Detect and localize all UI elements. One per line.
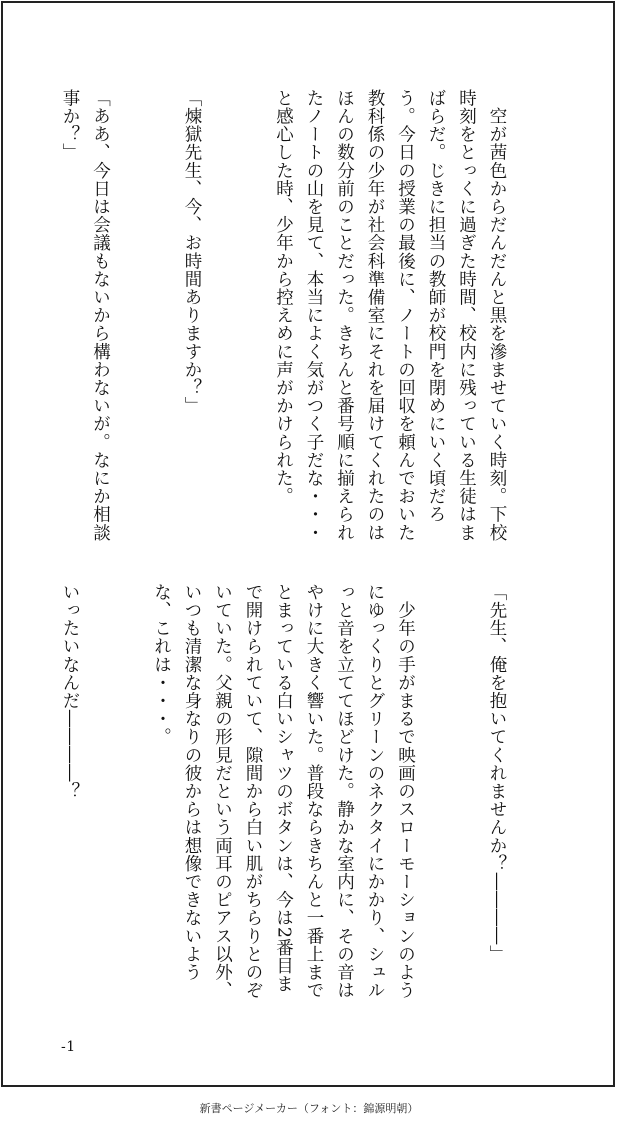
dialogue-student-question: 「煉獄先生、今、お時間ありますか？」 [182, 89, 202, 415]
page-number: -1 [61, 1039, 76, 1055]
dialogue-teacher-reply: 「ああ、今日は会議もないから構わないが。なにか相談事か？」 [60, 89, 111, 542]
dialogue-student-request: 「先生、俺を抱いてくれませんか？――――」 [487, 583, 507, 964]
paragraph-narration-opening: 空が茜色からだんだんと黒を滲ませていく時刻。下校時刻をとっくに過ぎた時間、校内に残っている生徒はまばらだ。じきに担当の教師が校門を閉めにいく頃だろう。今日の授業の最後に、ノートの回収を頼んでおいた教科係の少年が社会科準備室にそれを届けてくれたのはほんの数分前のことだった。きちんと番号順に揃えられたノートの山を見て、本当によく気がつく子だな・・・と感心した時、少年から控えめに声がかけられた。 [273, 89, 507, 542]
lower-text-tier [53, 583, 573, 1003]
paragraph-inner-thought: いったいなんだ――――？ [60, 583, 80, 801]
paragraph-narration-necktie: 少年の手がまるで映画のスローモーションのようにゆっくりとグリーンのネクタイにかかり、シュルっと音を立ててほどけた。静かな室内に、その音はやけに大きく響いた。普段ならきちんと一番上までとまっている白いシャツのボタンは、今は2番目まで開けられていて、隙間から白い肌がちらりとのぞいていた。父親の形見だという両耳のピアス以外、いつも清潔な身なりの彼からは想像できないような、これは・・・。 [151, 583, 416, 1000]
upper-text-tier [53, 89, 573, 559]
book-page [1, 1, 615, 1087]
generator-footer: 新書ページメーカー（フォント：錦源明朝） [199, 1102, 419, 1115]
